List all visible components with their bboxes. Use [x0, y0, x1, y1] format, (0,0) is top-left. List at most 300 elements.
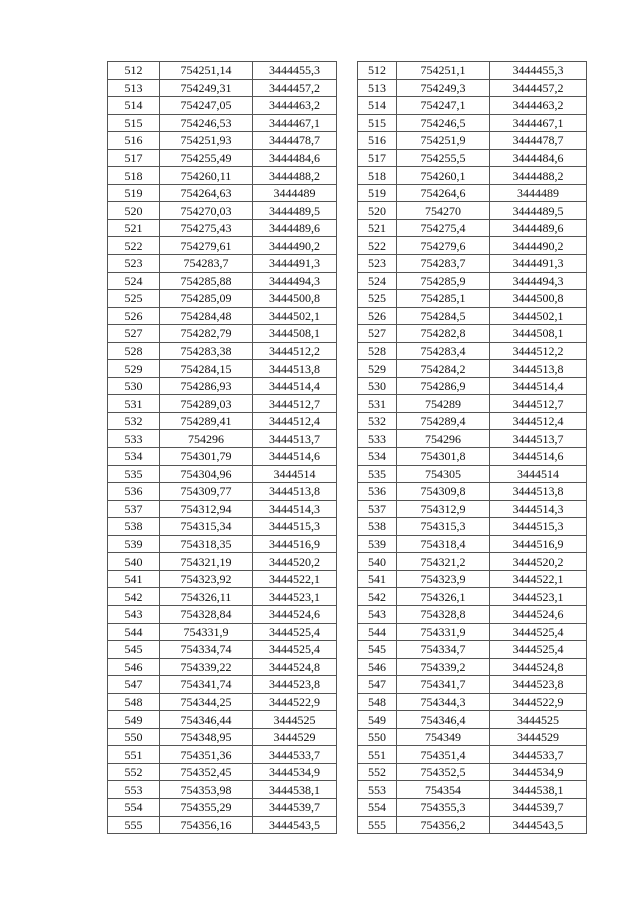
point-number-cell: 518 — [358, 167, 397, 185]
x-coordinate-cell: 754285,88 — [160, 272, 253, 290]
point-number-cell: 521 — [358, 219, 397, 237]
point-number-cell: 539 — [108, 535, 160, 553]
y-coordinate-cell: 3444489 — [490, 184, 587, 202]
point-number-cell: 535 — [358, 465, 397, 483]
x-coordinate-cell: 754352,5 — [397, 763, 490, 781]
point-number-cell: 551 — [108, 746, 160, 764]
point-number-cell: 538 — [358, 518, 397, 536]
x-coordinate-cell: 754339,2 — [397, 658, 490, 676]
y-coordinate-cell: 3444525,4 — [490, 623, 587, 641]
y-coordinate-cell: 3444489,6 — [490, 219, 587, 237]
x-coordinate-cell: 754285,1 — [397, 290, 490, 308]
x-coordinate-cell: 754344,25 — [160, 693, 253, 711]
x-coordinate-cell: 754260,1 — [397, 167, 490, 185]
table-row — [358, 483, 587, 501]
table-row — [358, 395, 587, 413]
table-row — [358, 676, 587, 694]
table-row — [108, 693, 337, 711]
y-coordinate-cell: 3444494,3 — [253, 272, 337, 290]
table-row — [358, 149, 587, 167]
point-number-cell: 519 — [358, 184, 397, 202]
y-coordinate-cell: 3444457,2 — [253, 79, 337, 97]
y-coordinate-cell: 3444522,1 — [490, 570, 587, 588]
table-row — [108, 448, 337, 466]
x-coordinate-cell: 754348,95 — [160, 728, 253, 746]
x-coordinate-cell: 754255,49 — [160, 149, 253, 167]
x-coordinate-cell: 754270,03 — [160, 202, 253, 220]
table-row — [358, 798, 587, 816]
point-number-cell: 514 — [108, 97, 160, 115]
table-row — [358, 237, 587, 255]
x-coordinate-cell: 754304,96 — [160, 465, 253, 483]
table-row — [358, 79, 587, 97]
point-number-cell: 518 — [108, 167, 160, 185]
x-coordinate-cell: 754328,8 — [397, 605, 490, 623]
point-number-cell: 549 — [108, 711, 160, 729]
table-row — [108, 184, 337, 202]
point-number-cell: 546 — [358, 658, 397, 676]
x-coordinate-cell: 754346,44 — [160, 711, 253, 729]
y-coordinate-cell: 3444514,3 — [253, 500, 337, 518]
point-number-cell: 512 — [108, 62, 160, 80]
point-number-cell: 526 — [108, 307, 160, 325]
y-coordinate-cell: 3444467,1 — [490, 114, 587, 132]
x-coordinate-cell: 754279,61 — [160, 237, 253, 255]
x-coordinate-cell: 754264,63 — [160, 184, 253, 202]
point-number-cell: 544 — [358, 623, 397, 641]
y-coordinate-cell: 3444534,9 — [490, 763, 587, 781]
table-row — [108, 114, 337, 132]
x-coordinate-cell: 754284,48 — [160, 307, 253, 325]
y-coordinate-cell: 3444538,1 — [253, 781, 337, 799]
x-coordinate-cell: 754318,35 — [160, 535, 253, 553]
point-number-cell: 514 — [358, 97, 397, 115]
x-coordinate-cell: 754321,2 — [397, 553, 490, 571]
x-coordinate-cell: 754323,9 — [397, 570, 490, 588]
x-coordinate-cell: 754286,93 — [160, 377, 253, 395]
point-number-cell: 550 — [358, 728, 397, 746]
x-coordinate-cell: 754270 — [397, 202, 490, 220]
point-number-cell: 545 — [358, 641, 397, 659]
x-coordinate-cell: 754315,34 — [160, 518, 253, 536]
x-coordinate-cell: 754251,14 — [160, 62, 253, 80]
table-row — [108, 588, 337, 606]
table-row — [358, 219, 587, 237]
table-row — [358, 465, 587, 483]
point-number-cell: 538 — [108, 518, 160, 536]
y-coordinate-cell: 3444529 — [253, 728, 337, 746]
table-row — [108, 763, 337, 781]
point-number-cell: 539 — [358, 535, 397, 553]
y-coordinate-cell: 3444512,4 — [253, 412, 337, 430]
table-row — [358, 167, 587, 185]
table-row — [358, 360, 587, 378]
table-row — [358, 658, 587, 676]
point-number-cell: 535 — [108, 465, 160, 483]
x-coordinate-cell: 754296 — [397, 430, 490, 448]
point-number-cell: 552 — [358, 763, 397, 781]
x-coordinate-cell: 754285,09 — [160, 290, 253, 308]
point-number-cell: 524 — [108, 272, 160, 290]
x-coordinate-cell: 754251,1 — [397, 62, 490, 80]
point-number-cell: 549 — [358, 711, 397, 729]
point-number-cell: 530 — [358, 377, 397, 395]
y-coordinate-cell: 3444514,6 — [253, 448, 337, 466]
y-coordinate-cell: 3444515,3 — [253, 518, 337, 536]
x-coordinate-cell: 754255,5 — [397, 149, 490, 167]
y-coordinate-cell: 3444524,8 — [253, 658, 337, 676]
table-row — [358, 448, 587, 466]
table-row — [358, 816, 587, 834]
table-row — [358, 693, 587, 711]
coordinates-table-right-body — [358, 62, 587, 834]
point-number-cell: 529 — [108, 360, 160, 378]
y-coordinate-cell: 3444490,2 — [253, 237, 337, 255]
table-row — [358, 518, 587, 536]
point-number-cell: 543 — [358, 605, 397, 623]
y-coordinate-cell: 3444514 — [253, 465, 337, 483]
table-row — [108, 132, 337, 150]
y-coordinate-cell: 3444513,7 — [490, 430, 587, 448]
x-coordinate-cell: 754309,77 — [160, 483, 253, 501]
table-row — [358, 781, 587, 799]
point-number-cell: 548 — [108, 693, 160, 711]
table-row — [358, 623, 587, 641]
table-row — [358, 377, 587, 395]
point-number-cell: 532 — [108, 412, 160, 430]
x-coordinate-cell: 754312,94 — [160, 500, 253, 518]
x-coordinate-cell: 754356,2 — [397, 816, 490, 834]
y-coordinate-cell: 3444488,2 — [490, 167, 587, 185]
x-coordinate-cell: 754284,5 — [397, 307, 490, 325]
x-coordinate-cell: 754334,7 — [397, 641, 490, 659]
table-row — [358, 728, 587, 746]
y-coordinate-cell: 3444516,9 — [253, 535, 337, 553]
x-coordinate-cell: 754247,1 — [397, 97, 490, 115]
x-coordinate-cell: 754275,4 — [397, 219, 490, 237]
table-row — [108, 658, 337, 676]
y-coordinate-cell: 3444514,6 — [490, 448, 587, 466]
table-row — [358, 588, 587, 606]
table-row — [108, 272, 337, 290]
x-coordinate-cell: 754284,15 — [160, 360, 253, 378]
table-row — [358, 114, 587, 132]
y-coordinate-cell: 3444543,5 — [490, 816, 587, 834]
y-coordinate-cell: 3444500,8 — [253, 290, 337, 308]
point-number-cell: 544 — [108, 623, 160, 641]
x-coordinate-cell: 754354 — [397, 781, 490, 799]
point-number-cell: 541 — [108, 570, 160, 588]
y-coordinate-cell: 3444514,4 — [253, 377, 337, 395]
table-row — [108, 307, 337, 325]
y-coordinate-cell: 3444516,9 — [490, 535, 587, 553]
x-coordinate-cell: 754305 — [397, 465, 490, 483]
table-row — [108, 465, 337, 483]
y-coordinate-cell: 3444489,5 — [490, 202, 587, 220]
y-coordinate-cell: 3444522,1 — [253, 570, 337, 588]
x-coordinate-cell: 754275,43 — [160, 219, 253, 237]
table-row — [358, 325, 587, 343]
table-row — [358, 97, 587, 115]
coordinates-table-left — [107, 61, 337, 834]
point-number-cell: 522 — [108, 237, 160, 255]
point-number-cell: 520 — [108, 202, 160, 220]
table-row — [108, 62, 337, 80]
table-row — [358, 711, 587, 729]
y-coordinate-cell: 3444491,3 — [253, 255, 337, 273]
x-coordinate-cell: 754289,4 — [397, 412, 490, 430]
table-row — [108, 623, 337, 641]
y-coordinate-cell: 3444522,9 — [490, 693, 587, 711]
y-coordinate-cell: 3444524,6 — [253, 605, 337, 623]
table-row — [108, 342, 337, 360]
x-coordinate-cell: 754353,98 — [160, 781, 253, 799]
table-row — [108, 377, 337, 395]
x-coordinate-cell: 754264,6 — [397, 184, 490, 202]
y-coordinate-cell: 3444513,8 — [253, 360, 337, 378]
x-coordinate-cell: 754289 — [397, 395, 490, 413]
table-row — [358, 605, 587, 623]
x-coordinate-cell: 754260,11 — [160, 167, 253, 185]
y-coordinate-cell: 3444523,8 — [253, 676, 337, 694]
y-coordinate-cell: 3444529 — [490, 728, 587, 746]
y-coordinate-cell: 3444524,8 — [490, 658, 587, 676]
point-number-cell: 520 — [358, 202, 397, 220]
table-row — [108, 500, 337, 518]
coordinates-table-right — [357, 61, 587, 834]
y-coordinate-cell: 3444512,7 — [490, 395, 587, 413]
table-row — [358, 570, 587, 588]
x-coordinate-cell: 754283,4 — [397, 342, 490, 360]
x-coordinate-cell: 754312,9 — [397, 500, 490, 518]
point-number-cell: 521 — [108, 219, 160, 237]
x-coordinate-cell: 754289,41 — [160, 412, 253, 430]
y-coordinate-cell: 3444523,1 — [490, 588, 587, 606]
table-row — [358, 132, 587, 150]
y-coordinate-cell: 3444525,4 — [490, 641, 587, 659]
table-row — [358, 342, 587, 360]
x-coordinate-cell: 754339,22 — [160, 658, 253, 676]
table-row — [108, 325, 337, 343]
table-row — [108, 202, 337, 220]
x-coordinate-cell: 754323,92 — [160, 570, 253, 588]
point-number-cell: 554 — [108, 798, 160, 816]
x-coordinate-cell: 754246,53 — [160, 114, 253, 132]
point-number-cell: 516 — [358, 132, 397, 150]
x-coordinate-cell: 754301,79 — [160, 448, 253, 466]
point-number-cell: 545 — [108, 641, 160, 659]
point-number-cell: 533 — [358, 430, 397, 448]
table-row — [358, 500, 587, 518]
point-number-cell: 526 — [358, 307, 397, 325]
point-number-cell: 552 — [108, 763, 160, 781]
table-row — [108, 430, 337, 448]
point-number-cell: 547 — [108, 676, 160, 694]
point-number-cell: 527 — [358, 325, 397, 343]
x-coordinate-cell: 754326,1 — [397, 588, 490, 606]
y-coordinate-cell: 3444502,1 — [490, 307, 587, 325]
table-row — [108, 816, 337, 834]
point-number-cell: 541 — [358, 570, 397, 588]
x-coordinate-cell: 754282,79 — [160, 325, 253, 343]
table-row — [108, 412, 337, 430]
point-number-cell: 533 — [108, 430, 160, 448]
x-coordinate-cell: 754283,38 — [160, 342, 253, 360]
y-coordinate-cell: 3444508,1 — [490, 325, 587, 343]
point-number-cell: 522 — [358, 237, 397, 255]
y-coordinate-cell: 3444534,9 — [253, 763, 337, 781]
point-number-cell: 528 — [358, 342, 397, 360]
x-coordinate-cell: 754344,3 — [397, 693, 490, 711]
point-number-cell: 513 — [358, 79, 397, 97]
point-number-cell: 523 — [108, 255, 160, 273]
x-coordinate-cell: 754355,29 — [160, 798, 253, 816]
x-coordinate-cell: 754309,8 — [397, 483, 490, 501]
x-coordinate-cell: 754334,74 — [160, 641, 253, 659]
y-coordinate-cell: 3444513,8 — [490, 360, 587, 378]
x-coordinate-cell: 754346,4 — [397, 711, 490, 729]
table-row — [108, 535, 337, 553]
point-number-cell: 515 — [108, 114, 160, 132]
point-number-cell: 540 — [108, 553, 160, 571]
table-row — [358, 62, 587, 80]
x-coordinate-cell: 754285,9 — [397, 272, 490, 290]
y-coordinate-cell: 3444514,4 — [490, 377, 587, 395]
table-row — [108, 570, 337, 588]
table-row — [108, 553, 337, 571]
point-number-cell: 550 — [108, 728, 160, 746]
y-coordinate-cell: 3444512,7 — [253, 395, 337, 413]
point-number-cell: 551 — [358, 746, 397, 764]
table-row — [108, 97, 337, 115]
y-coordinate-cell: 3444489,6 — [253, 219, 337, 237]
y-coordinate-cell: 3444524,6 — [490, 605, 587, 623]
point-number-cell: 542 — [358, 588, 397, 606]
x-coordinate-cell: 754282,8 — [397, 325, 490, 343]
point-number-cell: 537 — [108, 500, 160, 518]
point-number-cell: 513 — [108, 79, 160, 97]
table-row — [108, 711, 337, 729]
table-row — [108, 149, 337, 167]
y-coordinate-cell: 3444525,4 — [253, 641, 337, 659]
point-number-cell: 532 — [358, 412, 397, 430]
y-coordinate-cell: 3444512,4 — [490, 412, 587, 430]
y-coordinate-cell: 3444478,7 — [490, 132, 587, 150]
x-coordinate-cell: 754331,9 — [160, 623, 253, 641]
table-row — [358, 307, 587, 325]
point-number-cell: 525 — [108, 290, 160, 308]
point-number-cell: 516 — [108, 132, 160, 150]
point-number-cell: 529 — [358, 360, 397, 378]
y-coordinate-cell: 3444457,2 — [490, 79, 587, 97]
table-row — [358, 412, 587, 430]
table-row — [108, 641, 337, 659]
y-coordinate-cell: 3444500,8 — [490, 290, 587, 308]
y-coordinate-cell: 3444494,3 — [490, 272, 587, 290]
point-number-cell: 553 — [108, 781, 160, 799]
point-number-cell: 519 — [108, 184, 160, 202]
table-row — [108, 360, 337, 378]
table-row — [358, 272, 587, 290]
table-row — [358, 430, 587, 448]
point-number-cell: 525 — [358, 290, 397, 308]
x-coordinate-cell: 754249,3 — [397, 79, 490, 97]
y-coordinate-cell: 3444478,7 — [253, 132, 337, 150]
y-coordinate-cell: 3444513,7 — [253, 430, 337, 448]
y-coordinate-cell: 3444520,2 — [490, 553, 587, 571]
point-number-cell: 528 — [108, 342, 160, 360]
table-row — [358, 535, 587, 553]
point-number-cell: 536 — [108, 483, 160, 501]
table-row — [108, 781, 337, 799]
y-coordinate-cell: 3444467,1 — [253, 114, 337, 132]
x-coordinate-cell: 754251,9 — [397, 132, 490, 150]
point-number-cell: 548 — [358, 693, 397, 711]
x-coordinate-cell: 754356,16 — [160, 816, 253, 834]
table-row — [108, 79, 337, 97]
x-coordinate-cell: 754341,7 — [397, 676, 490, 694]
x-coordinate-cell: 754251,93 — [160, 132, 253, 150]
x-coordinate-cell: 754331,9 — [397, 623, 490, 641]
table-row — [358, 202, 587, 220]
x-coordinate-cell: 754247,05 — [160, 97, 253, 115]
y-coordinate-cell: 3444533,7 — [253, 746, 337, 764]
point-number-cell: 534 — [358, 448, 397, 466]
table-row — [358, 553, 587, 571]
y-coordinate-cell: 3444512,2 — [253, 342, 337, 360]
table-row — [108, 605, 337, 623]
x-coordinate-cell: 754318,4 — [397, 535, 490, 553]
y-coordinate-cell: 3444484,6 — [253, 149, 337, 167]
point-number-cell: 553 — [358, 781, 397, 799]
point-number-cell: 555 — [108, 816, 160, 834]
point-number-cell: 546 — [108, 658, 160, 676]
table-row — [358, 763, 587, 781]
y-coordinate-cell: 3444525,4 — [253, 623, 337, 641]
x-coordinate-cell: 754286,9 — [397, 377, 490, 395]
y-coordinate-cell: 3444512,2 — [490, 342, 587, 360]
y-coordinate-cell: 3444514,3 — [490, 500, 587, 518]
table-row — [108, 518, 337, 536]
x-coordinate-cell: 754289,03 — [160, 395, 253, 413]
y-coordinate-cell: 3444513,8 — [490, 483, 587, 501]
x-coordinate-cell: 754246,5 — [397, 114, 490, 132]
point-number-cell: 517 — [108, 149, 160, 167]
y-coordinate-cell: 3444515,3 — [490, 518, 587, 536]
y-coordinate-cell: 3444533,7 — [490, 746, 587, 764]
x-coordinate-cell: 754321,19 — [160, 553, 253, 571]
y-coordinate-cell: 3444539,7 — [253, 798, 337, 816]
y-coordinate-cell: 3444463,2 — [253, 97, 337, 115]
y-coordinate-cell: 3444539,7 — [490, 798, 587, 816]
point-number-cell: 536 — [358, 483, 397, 501]
table-row — [358, 255, 587, 273]
point-number-cell: 524 — [358, 272, 397, 290]
x-coordinate-cell: 754341,74 — [160, 676, 253, 694]
y-coordinate-cell: 3444525 — [490, 711, 587, 729]
table-row — [358, 290, 587, 308]
table-row — [358, 641, 587, 659]
y-coordinate-cell: 3444488,2 — [253, 167, 337, 185]
y-coordinate-cell: 3444543,5 — [253, 816, 337, 834]
x-coordinate-cell: 754315,3 — [397, 518, 490, 536]
x-coordinate-cell: 754249,31 — [160, 79, 253, 97]
table-row — [108, 746, 337, 764]
point-number-cell: 554 — [358, 798, 397, 816]
y-coordinate-cell: 3444508,1 — [253, 325, 337, 343]
x-coordinate-cell: 754284,2 — [397, 360, 490, 378]
x-coordinate-cell: 754301,8 — [397, 448, 490, 466]
